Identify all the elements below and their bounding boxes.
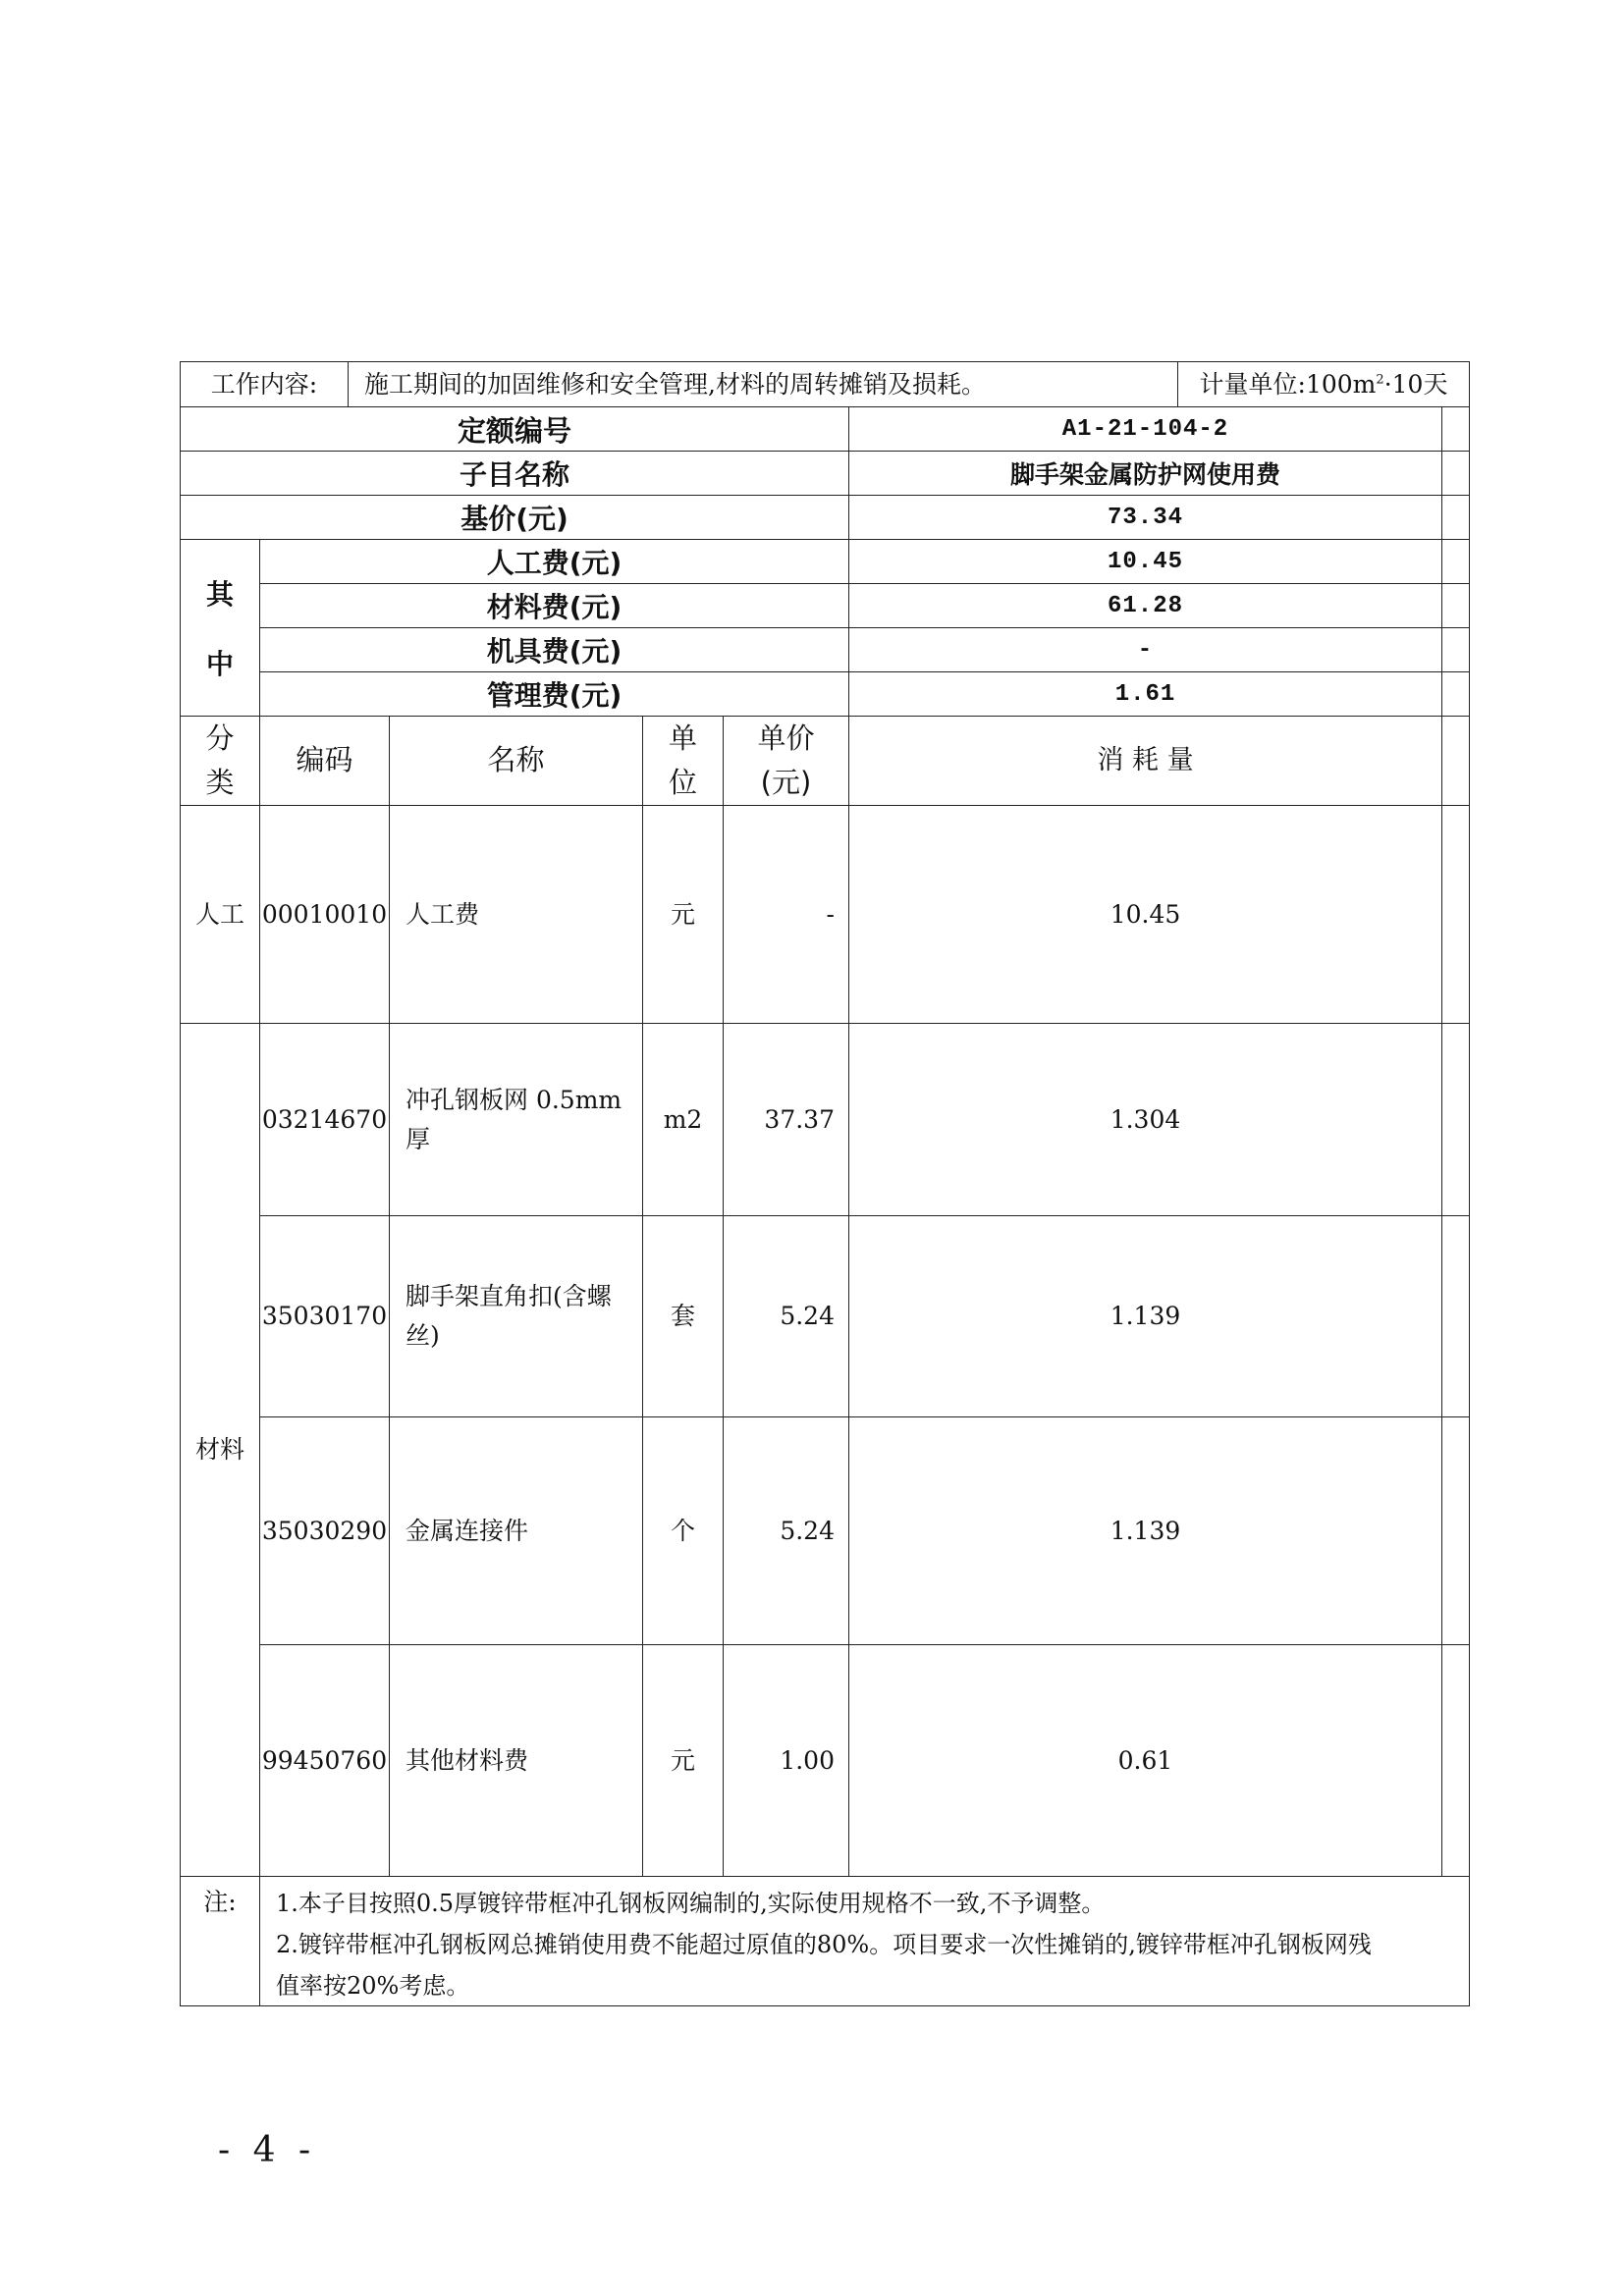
col-header-code: 编码 — [259, 716, 390, 806]
table-row-unit: m2 — [642, 1023, 724, 1216]
labor-fee-label: 人工费(元) — [486, 547, 623, 579]
item-name-label-cell — [180, 451, 849, 496]
spare-column-cell — [1441, 1023, 1470, 1216]
spare-column-cell — [1441, 406, 1470, 452]
management-fee-label: 管理费(元) — [486, 679, 623, 712]
material-fee-value: 61.28 — [1107, 592, 1183, 619]
machine-fee-value-cell — [848, 627, 1442, 672]
table-row-unit: 元 — [642, 1644, 724, 1877]
table-row-qty: 1.304 — [848, 1023, 1442, 1216]
col-header-name: 名称 — [389, 716, 643, 806]
table-row-code: 35030290 — [259, 1416, 390, 1645]
work-content-cell — [348, 361, 1178, 407]
machine-fee-label: 机具费(元) — [486, 635, 623, 667]
quota-code-value: A1-21-104-2 — [1061, 415, 1229, 443]
category-cell-material: 材料 — [180, 1023, 260, 1877]
table-row-name: 其他材料费 — [389, 1644, 643, 1877]
spare-column-cell — [1441, 627, 1470, 672]
machine-fee-value: - — [1137, 636, 1154, 664]
labor-fee-label-cell — [259, 539, 849, 584]
notes-label-cell — [180, 1876, 260, 2006]
table-row-qty: 1.139 — [848, 1416, 1442, 1645]
item-name-value: 脚手架金属防护网使用费 — [1009, 460, 1280, 489]
machine-fee-label-cell — [259, 627, 849, 672]
notes-label: 注: — [203, 1888, 237, 1916]
spare-column-cell — [1441, 1644, 1470, 1877]
spare-column-cell — [1441, 495, 1470, 540]
note-line-1: 1.本子目按照0.5厚镀锌带框冲孔钢板网编制的,实际使用规格不一致,不予调整。 — [276, 1890, 1106, 1917]
work-content-label-cell — [180, 361, 349, 407]
col-header-unit: 单 位 — [642, 716, 724, 806]
breakdown-label-2: 中 — [205, 648, 234, 681]
spare-column-cell — [1441, 1215, 1470, 1417]
item-name-value-cell — [848, 451, 1442, 496]
col-header-consumption: 消 耗 量 — [848, 716, 1442, 806]
table-row-unit: 元 — [642, 805, 724, 1024]
item-name-label: 子目名称 — [459, 458, 569, 491]
table-row-price: 37.37 — [723, 1023, 849, 1216]
material-fee-label-cell — [259, 583, 849, 628]
spare-column-cell — [1441, 716, 1470, 806]
work-content-label: 工作内容: — [210, 369, 318, 399]
quota-code-label: 定额编号 — [457, 413, 571, 448]
labor-fee-value: 10.45 — [1107, 548, 1183, 575]
notes-cell — [259, 1876, 1470, 2006]
note-line-2b: 值率按20%考虑。 — [276, 1972, 470, 2000]
base-price-label-cell — [180, 495, 849, 540]
spare-column-cell — [1441, 671, 1470, 717]
table-row-unit: 套 — [642, 1215, 724, 1417]
table-row-code: 03214670 — [259, 1023, 390, 1216]
base-price-value-cell — [848, 495, 1442, 540]
table-row-qty: 1.139 — [848, 1215, 1442, 1417]
quota-code-label-cell — [180, 406, 849, 452]
management-fee-label-cell — [259, 671, 849, 717]
quota-code-value-cell — [848, 406, 1442, 452]
col-header-price: 单价 (元) — [723, 716, 849, 806]
table-row-code: 35030170 — [259, 1215, 390, 1417]
base-price-label: 基价(元) — [460, 503, 568, 535]
material-fee-value-cell — [848, 583, 1442, 628]
breakdown-label-1: 其 — [205, 577, 234, 611]
table-row-price: 1.00 — [723, 1644, 849, 1877]
table-row-code: 99450760 — [259, 1644, 390, 1877]
table-row-name: 脚手架直角扣(含螺 丝) — [389, 1215, 643, 1417]
breakdown-label-cell — [180, 539, 260, 717]
work-content-text: 施工期间的加固维修和安全管理,材料的周转摊销及损耗。 — [364, 369, 986, 399]
spare-column-cell — [1441, 1416, 1470, 1645]
measure-unit-cell — [1177, 361, 1470, 407]
note-line-2a: 2.镀锌带框冲孔钢板网总摊销使用费不能超过原值的80%。项目要求一次性摊销的,镀锌带框冲孔钢板网残 — [276, 1931, 1372, 1958]
table-row-name: 金属连接件 — [389, 1416, 643, 1645]
table-row-code: 00010010 — [259, 805, 390, 1024]
base-price-value: 73.34 — [1107, 504, 1183, 531]
table-row-price: - — [723, 805, 849, 1024]
table-row-qty: 10.45 — [848, 805, 1442, 1024]
col-header-category: 分 类 — [180, 716, 260, 806]
spare-column-cell — [1441, 583, 1470, 628]
category-cell-labor: 人工 — [180, 805, 260, 1024]
table-row-unit: 个 — [642, 1416, 724, 1645]
table-row-price: 5.24 — [723, 1215, 849, 1417]
spare-column-cell — [1441, 451, 1470, 496]
management-fee-value: 1.61 — [1114, 680, 1176, 708]
material-fee-label: 材料费(元) — [486, 591, 623, 623]
page-number: - 4 - — [218, 2130, 317, 2170]
table-row-price: 5.24 — [723, 1416, 849, 1645]
measure-unit-text: 计量单位$:100m^2\cdot 10$天 — [1199, 369, 1448, 399]
table-row-qty: 0.61 — [848, 1644, 1442, 1877]
table-row-name: 人工费 — [389, 805, 643, 1024]
spare-column-cell — [1441, 805, 1470, 1024]
table-row-name: 冲孔钢板网 0.5mm 厚 — [389, 1023, 643, 1216]
management-fee-value-cell — [848, 671, 1442, 717]
labor-fee-value-cell — [848, 539, 1442, 584]
spare-column-cell — [1441, 539, 1470, 584]
